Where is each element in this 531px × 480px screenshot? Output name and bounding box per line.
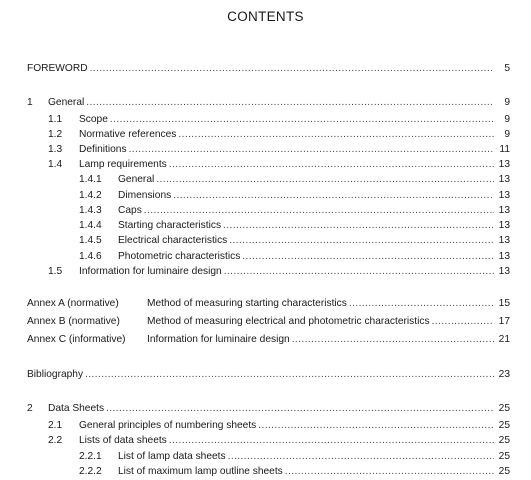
toc-entry-page: 13 (498, 220, 510, 231)
annex-label: Annex A (normative) (27, 298, 119, 309)
toc-entry-number: 1.3 (48, 144, 63, 155)
toc-entry-1-4-1[interactable] (79, 173, 510, 187)
toc-entry-page: 11 (499, 144, 510, 155)
leader-dots (223, 219, 494, 233)
toc-entry-title: Photometric characteristics (118, 251, 241, 262)
leader-dots (285, 465, 494, 479)
toc-entry-page: 25 (498, 466, 510, 477)
toc-entry-page: 13 (498, 235, 510, 246)
leader-dots (292, 333, 494, 347)
toc-entry-title: Normative references (79, 129, 177, 140)
toc-entry-annex-a[interactable] (27, 297, 510, 311)
toc-entry-1-4-4[interactable] (79, 219, 510, 233)
toc-entry-number: 2 (27, 403, 33, 414)
toc-entry-2-1[interactable] (48, 419, 510, 433)
leader-dots (129, 143, 494, 157)
toc-entry-number: 1.4.1 (79, 174, 102, 185)
toc-entry-bibliography[interactable] (27, 368, 510, 382)
toc-entry-title: General principles of numbering sheets (79, 420, 257, 431)
leader-dots (86, 96, 494, 110)
page-title: CONTENTS (227, 9, 304, 24)
leader-dots (224, 265, 494, 279)
toc-entry-1-4-3[interactable] (79, 204, 510, 218)
toc-entry-number: 1.2 (48, 129, 63, 140)
leader-dots (228, 450, 494, 464)
toc-entry-1-4[interactable] (48, 158, 510, 172)
leader-dots (258, 419, 494, 433)
toc-entry-number: 1.4.4 (79, 220, 102, 231)
leader-dots (173, 189, 494, 203)
toc-entry-title: Information for luminaire design (79, 266, 222, 277)
toc-entry-number: 1.4.5 (79, 235, 102, 246)
toc-entry-title: Data Sheets (48, 403, 105, 414)
leader-dots (169, 434, 494, 448)
toc-entry-title: Scope (79, 114, 108, 125)
toc-entry-1-3[interactable] (48, 143, 510, 157)
toc-entry-title: General (118, 174, 155, 185)
toc-entry-title: Lists of data sheets (79, 435, 167, 446)
leader-dots (90, 62, 494, 76)
toc-entry-number: 1 (27, 97, 33, 108)
leader-dots (169, 158, 494, 172)
toc-entry-page: 17 (498, 316, 510, 327)
toc-entry-foreword[interactable] (27, 62, 510, 76)
toc-entry-1-2[interactable] (48, 128, 510, 142)
toc-entry-title: List of lamp data sheets (118, 451, 226, 462)
annex-label: Annex B (normative) (27, 316, 120, 327)
toc-entry-page: 13 (498, 174, 510, 185)
leader-dots (229, 234, 494, 248)
toc-entry-page: 13 (498, 190, 510, 201)
toc-entry-2-2-1[interactable] (79, 450, 510, 464)
toc-entry-page: 13 (498, 159, 510, 170)
leader-dots (432, 315, 494, 329)
annex-label: Annex C (informative) (27, 334, 126, 345)
toc-entry-page: 23 (498, 369, 510, 380)
leader-dots (85, 368, 494, 382)
toc-entry-1-4-6[interactable] (79, 250, 510, 264)
toc-entry-1-4-2[interactable] (79, 189, 510, 203)
toc-entry-2-2[interactable] (48, 434, 510, 448)
toc-entry-page: 21 (498, 334, 510, 345)
toc-entry-title: Information for luminaire design (147, 334, 290, 345)
toc-entry-number: 2.2.1 (79, 451, 102, 462)
toc-entry-number: 1.4.3 (79, 205, 102, 216)
toc-entry-number: 1.5 (48, 266, 63, 277)
toc-entry-1[interactable] (27, 96, 510, 110)
toc-entry-number: 1.1 (48, 114, 63, 125)
leader-dots (156, 173, 494, 187)
toc-entry-number: 2.2.2 (79, 466, 102, 477)
toc-entry-title: Lamp requirements (79, 159, 167, 170)
toc-entry-number: 1.4.2 (79, 190, 102, 201)
toc-entry-title: List of maximum lamp outline sheets (118, 466, 283, 477)
toc-entry-page: 9 (504, 114, 510, 125)
toc-entry-title: General (48, 97, 85, 108)
toc-entry-page: 25 (498, 420, 510, 431)
toc-entry-page: 13 (498, 205, 510, 216)
toc-entry-2-2-2[interactable] (79, 465, 510, 479)
toc-entry-number: 2.1 (48, 420, 63, 431)
leader-dots (106, 402, 494, 416)
leader-dots (110, 113, 494, 127)
leader-dots (144, 204, 494, 218)
toc-entry-title: Caps (118, 205, 142, 216)
toc-entry-title: Starting characteristics (118, 220, 222, 231)
toc-entry-page: 25 (498, 435, 510, 446)
toc-entry-title: Electrical characteristics (118, 235, 228, 246)
toc-entry-title: Method of measuring starting characteristics (147, 298, 347, 309)
toc-entry-number: 1.4 (48, 159, 63, 170)
toc-entry-number: 1.4.6 (79, 251, 102, 262)
toc-entry-1-5[interactable] (48, 265, 510, 279)
leader-dots (178, 128, 494, 142)
toc-entry-1-4-5[interactable] (79, 234, 510, 248)
toc-entry-title: Definitions (79, 144, 127, 155)
toc-entry-page: 15 (498, 298, 510, 309)
toc-entry-annex-b[interactable] (27, 315, 510, 329)
toc-entry-page: 9 (504, 97, 510, 108)
toc-entry-page: 25 (498, 451, 510, 462)
toc-entry-page: 13 (498, 266, 510, 277)
toc-entry-number: 2.2 (48, 435, 63, 446)
toc-entry-page: 5 (504, 63, 510, 74)
toc-entry-annex-c[interactable] (27, 333, 510, 347)
toc-entry-title: Method of measuring electrical and photometric characteristics (147, 316, 430, 327)
toc-entry-page: 9 (504, 129, 510, 140)
toc-entry-1-1[interactable] (48, 113, 510, 127)
leader-dots (349, 297, 494, 311)
toc-entry-page: 25 (498, 403, 510, 414)
toc-entry-title: Bibliography (27, 369, 84, 380)
toc-entry-page: 13 (498, 251, 510, 262)
leader-dots (242, 250, 494, 264)
toc-entry-title: FOREWORD (27, 63, 88, 74)
toc-entry-title: Dimensions (118, 190, 172, 201)
toc-entry-2[interactable] (27, 402, 510, 416)
